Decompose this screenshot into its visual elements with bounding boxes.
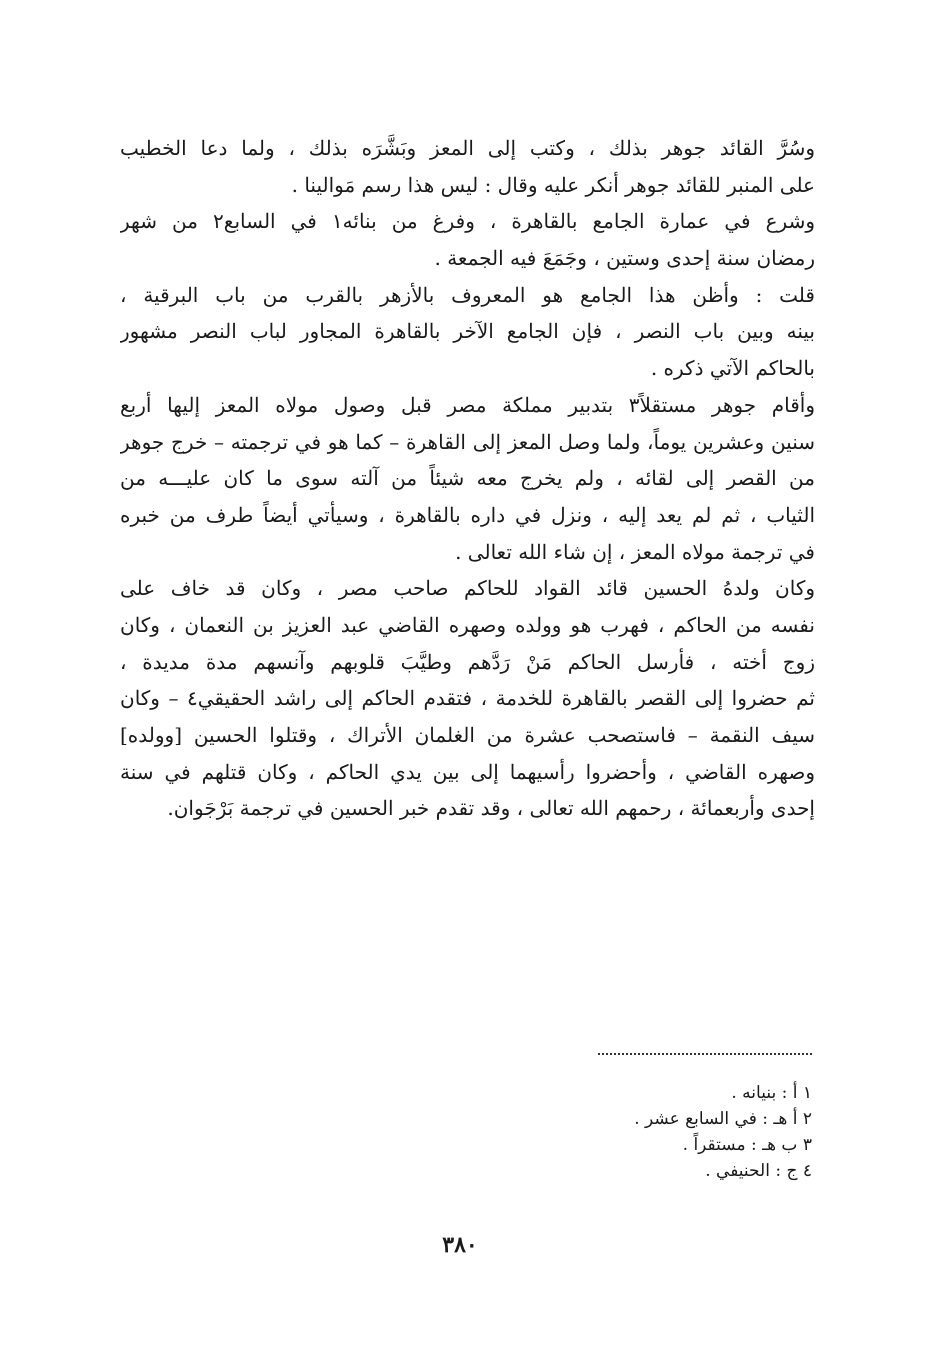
- text-line: قلت : وأظن هذا الجامع هو المعروف بالأزهر بالقرب من باب البرقية ،: [120, 282, 815, 307]
- footnote: ٣ ب هـ : مستقراً .: [682, 1135, 812, 1155]
- text-line: ثم حضروا إلى القصر بالقاهرة للخدمة ، فتقدم الحاكم إلى راشد الحقيقي٤ – وكان: [120, 686, 815, 711]
- text-line: بالحاكم الآتي ذكره .: [650, 356, 815, 381]
- main-text: [120, 130, 815, 827]
- text-line: وسُرَّ القائد جوهر بذلك ، وكتب إلى المعز وبَشَّرَه بذلك ، ولما دعا الخطيب: [120, 136, 815, 160]
- text-line: وصهره القاضي ، وأحضروا رأسيهما إلى بين يدي الحاكم ، وكان قتلهم في سنة: [120, 759, 815, 784]
- footnotes: [520, 1080, 812, 1184]
- text-line: إحدى وأربعمائة ، رحمهم الله تعالى ، وقد تقدم خبر الحسين في ترجمة بَرْجَوان.: [167, 796, 815, 821]
- text-line: وكان ولدهُ الحسين قائد القواد للحاكم صاحب مصر ، وكان قد خاف على: [120, 576, 815, 601]
- text-line: رمضان سنة إحدى وستين ، وجَمَعَ فيه الجمعة .: [434, 246, 815, 271]
- text-line: الثياب ، ثم لم يعد إليه ، ونزل في داره بالقاهرة ، وسيأتي أيضاً طرف من خبره: [120, 502, 815, 527]
- footnote: ٤ ج : الحنيفي .: [705, 1161, 812, 1181]
- text-line: زوج أخته ، فأرسل الحاكم مَنْ رَدَّهم وطيَّبَ قلوبهم وآنسهم مدة مديدة ،: [120, 649, 815, 674]
- text-line: بينه وبين باب النصر ، فإن الجامع الآخر بالقاهرة المجاور لباب النصر مشهور: [120, 319, 815, 344]
- footnote: ١ أ : بنيانه .: [731, 1083, 812, 1103]
- text-line: في ترجمة مولاه المعز ، إن شاء الله تعالى .: [455, 539, 815, 564]
- footnote: ٢ أ هـ : في السابع عشر .: [634, 1109, 812, 1129]
- page-number: ٣٨٠: [442, 1232, 478, 1258]
- text-line: سيف النقمة – فاستصحب عشرة من الغلمان الأتراك ، وقتلوا الحسين [وولده]: [120, 723, 815, 747]
- footnote-divider: [598, 1053, 812, 1055]
- text-line: وشرع في عمارة الجامع بالقاهرة ، وفرغ من بنائه١ في السابع٢ من شهر: [120, 209, 815, 234]
- text-line: سنين وعشرين يوماً، ولما وصل المعز إلى القاهرة – كما هو في ترجمته – خرج جوهر: [120, 429, 815, 454]
- text-line: نفسه من الحاكم ، فهرب هو وولده وصهره القاضي عبد العزيز بن النعمان ، وكان: [120, 612, 815, 637]
- text-line: على المنبر للقائد جوهر أنكر عليه وقال : ليس هذا رسم مَوالينا .: [291, 172, 815, 197]
- text-line: وأقام جوهر مستقلاً٣ بتدبير مملكة مصر قبل وصول مولاه المعز إليها أربع: [120, 392, 815, 417]
- text-line: من القصر إلى لقائه ، ولم يخرج معه شيئاً من آلته سوى ما كان عليـــه من: [120, 466, 815, 491]
